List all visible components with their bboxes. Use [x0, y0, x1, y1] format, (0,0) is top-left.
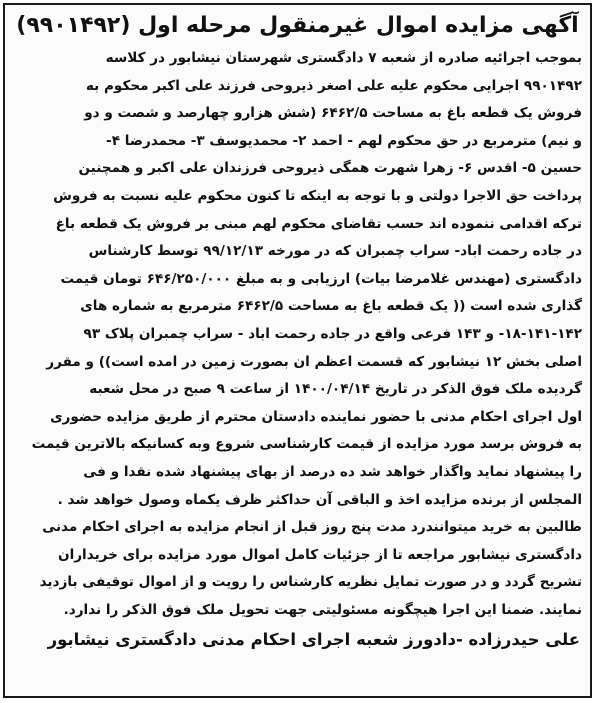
notice-line: حسین ۵- اقدس ۶- زهرا شهرت همگی ذیروحی فرزندان علی اکبر و همچنین	[78, 160, 582, 177]
notice-signature: علی حیدرزاده -دادورز شعبه اجرای احکام مدنی دادگستری نیشابور	[47, 630, 580, 650]
notice-line: پرداخت حق الاجرا دولتی و با توجه به اینکه تا کنون محکوم علیه نسبت به فروش	[53, 187, 582, 204]
notice-line: ترکه اقدامی ننموده اند حسب تقاضای محکوم لهم مبنی بر فروش یک قطعه باغ	[55, 215, 582, 232]
notice-line: و نیم) مترمربع در حق محکوم لهم - احمد ۲- محمدیوسف ۳- محمدرضا ۴-	[106, 132, 582, 149]
notice-line: بموجب اجرائیه صادره از شعبه ۷ دادگستری شهرستان نیشابور در کلاسه	[105, 50, 582, 66]
notice-line: اول اجرای احکام مدنی با حضور نماینده دادستان محترم از طریق مزایده حضوری	[50, 408, 582, 425]
notice-line: فروش یک قطعه باغ به مساحت ۶۴۶۲/۵ (شش هزارو چهارصد و شصت و دو	[84, 105, 582, 122]
notice-line: ۱۸-۱۴۱-۱۴۲- و ۱۴۳ فرعی واقع در جاده رحمت اباد - سراب چمبران پلاک ۹۳	[83, 325, 582, 342]
notice-line: اصلی بخش ۱۲ نیشابور که قسمت اعظم ان بصورت زمین در امده است)) و مقرر	[46, 353, 582, 370]
notice-line: تشریح گردد و در صورت تمایل نظریه کارشناس را رویت و از اموال توقیفی بازدید	[39, 574, 582, 591]
notice-line: دادگستری نیشابور مراجعه تا از جزئیات کامل اموال مورد مزایده برای خریداران	[57, 546, 582, 563]
notice-frame	[3, 3, 592, 698]
notice-line: ۹۹۰۱۴۹۲ اجرایی محکوم علیه علی اصغر ذیروحی فرزند علی اکبر محکوم به	[85, 77, 582, 94]
notice-body	[13, 45, 582, 624]
notice-line: نمایند. ضمنا این اجرا هیچگونه مسئولیتی جهت تحویل ملک فوق الذکر را ندارد.	[63, 601, 582, 618]
notice-line: به فروش برسد مورد مزایده از قیمت کارشناسی شروع وبه کسانیکه بالاترین قیمت	[31, 436, 582, 453]
notice-line: در جاده رحمت اباد- سراب چمبران که در مورخه ۹۹/۱۲/۱۳ توسط کارشناس	[88, 243, 582, 260]
notice-line: گردیده ملک فوق الذکر در تاریخ ۱۴۰۰/۰۴/۱۴ از ساعت ۹ صبح در محل شعبه	[89, 381, 582, 398]
notice-line: را پیشنهاد نماید واگذار خواهد شد ده درصد از بهای پیشنهاد شده نقدا و فی	[83, 463, 582, 480]
notice-line: دادگستری (مهندس غلامرضا بیات) ارزیابی و به مبلغ ۶۴۶/۲۵۰/۰۰۰ تومان قیمت	[60, 270, 582, 287]
notice-title: آگهی مزایده اموال غیرمنقول مرحله اول (۹۹۰۱۴۹۲)	[16, 13, 579, 38]
notice-line: المجلس از برنده مزایده اخذ و الباقی آن حداکثر ظرف یکماه وصول خواهد شد .	[57, 491, 582, 508]
notice-line: گذاری شده است (( یک قطعه باغ به مساحت ۶۴۶۲/۵ مترمربع به شماره های	[80, 298, 582, 315]
notice-line: طالبین به خرید میتوانندرد مدت پنج روز قبل از انجام مزایده به اجرای احکام مدنی	[42, 519, 582, 536]
